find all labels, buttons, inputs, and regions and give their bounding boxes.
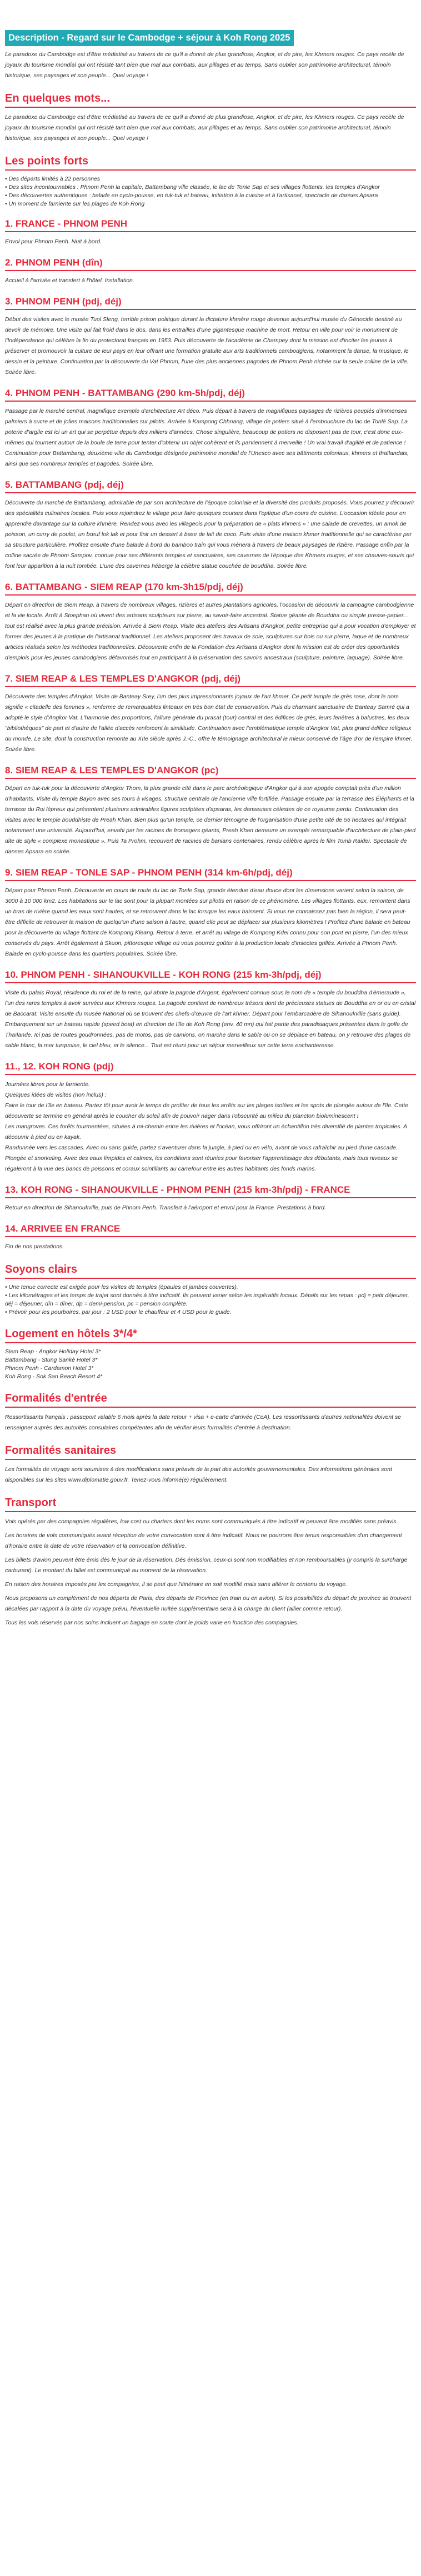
day-text: Retour en direction de Sihanoukville, puis de Phnom Penh. Transfert à l'aéroport et envol pour la France. Prestations à bord. [5,1204,326,1211]
day-title: 8. SIEM REAP & LES TEMPLES D'ANGKOR (pc) [5,765,219,776]
section-title-hotels: Logement en hôtels 3*/4* [5,1328,137,1340]
day-text: Découverte du marché de Battambang, admirable de par son architecture de l'époque coloniale et la diversité des produits proposés. Vous pourrez y découvrir des spécialités culinaires locales. Puis vous rejoindrez le village pour faire quelques courses dans l'optique d'un cours de cuisine. L'occasion idéale pour en apprendre davantage sur la culture khmère. Rendez-vous avec les villageois pour la préparation de « plats khmers » : une salade de crevettes, un amok de poisson, un curry de poulet, un bœuf lok lak et pour finir un dessert à base de lait de coco. Puis visite d'une maison khmer traditionnelle qui se caractérise par sa structure particulière. Profitez ensuite d'une balade à bord du bamboo train qui vous mènera à travers de beaux paysages de rizière. Passage enfin par la colline sacrée de Phnom Sampov, connue pour ses différents temples et sanctuaires, ses cavernes de l'époque des Khmers rouges, et ses chauves-souris qui font leur apparition à la nuit tombée. L'une des cavernes héberge la célèbre statue couchée de bouddha. Soirée libre. [5,499,415,569]
section-divider [5,1459,416,1460]
list-item: • Les kilométrages et les temps de trajet sont donnés à titre indicatif. Ils peuvent varier selon les impératifs locaux. Détails sur les repas : pdj = petit déjeuner, déj = déjeuner, dîn = dîner, dp = demi-pension, pc = pension complète. [5,1292,409,1307]
day-text: Journées libres pour le farniente. Quelques idées de visites (non inclus) : Faire le tour de l'île en bateau. Partez tôt pour avoir le temps de profiter de tous les arrêts sur les plages isolées et les spots de plongée autour de l'île. Cette découverte se termine en général après le coucher du soleil afin de pouvoir nager dans l'obscurité au milieu du plancton bioluminescent ! Les mangroves. Ces forêts tourmentées, situées à mi-chemin entre les rivières et l'océan, vous offriront un échantillon très diversifié de plantes tropicales. A découvrir à pied ou en kayak. Randonnée vers les cascades. Avec ou sans guide, partez s'aventurer dans la jungle, à pied ou en vélo, avant de vous rafraîchir au pied d'une cascade. Plongée et snorkeling. Avec des eaux limpides et calmes, les conditions sont réunies pour favoriser l'apprentissage des débutants, mais tous niveaux se régaleront à la vue des bancs de poissons et coraux scintillants au carrefour entre les autres habitants des fonds marins. [5,1081,408,1172]
section-divider [5,880,416,881]
hotels-list [5,1348,416,1381]
section-divider [5,1511,416,1512]
day-text: Départ pour Phnom Penh. Découverte en cours de route du lac de Tonle Sap, grande étendue d'eau douce dont les dimensions varient selon la saison, de 3000 à 10 000 km2. Les habitations sur le lac sont pour la plupart montées sur pilotis en raison de ce phénomène. Les villages flottants, eux, remontent dans un bras de rivière quand les eaux sont hautes, et se retrouvent dans le lac lorsque les eaux baissent. Si vous ne connaissez pas bien la région, il sera peut-être difficile de retrouver la maison de quelqu'un d'une saison à l'autre, quand elle peut se déplacer sur plusieurs kilomètres ! Profitez d'une balade en bateau pour la découverte du village flottant de Kompong Kleang. Retour à terre, et arrêt au village de Kompong Kdei connu pour son pont en pierre, l'un des mieux conservés du pays. Arrêt également à Skuon, pittoresque village où vous pourrez goûter à la production locale d'insectes grillés. Arrivée à Phnom Penh. Balade en cyclo-pousse dans les quartiers populaires. Soirée libre. [5,887,410,957]
day-title: 13. KOH RONG - SIHANOUKVILLE - PHNOM PENH (215 km-3h/pdj) - FRANCE [5,1184,350,1195]
list-item: Koh Rong - Sok San Beach Resort 4* [5,1373,103,1380]
day-title: 1. FRANCE - PHNOM PENH [5,218,128,229]
intro-text: Le paradoxe du Cambodge est d'être médiatisé au travers de ce qu'il a donné de plus grandiose, Angkor, et de pire, les Khmers rouges. Ce pays recèle de joyaux du tourisme mondial qui ont résisté tant bien que mal aux combats, aux pillages et au temps. Sans oublier son patrimoine architectural, témoin historique, ses paysages et son peuple... Quel voyage ! [5,51,404,79]
transport-paragraph: En raison des horaires imposés par les compagnies, il se peut que l'itinéraire en soit modifié mais sans altérer le contenu du voyage. [5,1581,347,1588]
day-title: 9. SIEM REAP - TONLE SAP - PHNOM PENH (314 km-6h/pdj, déj) [5,867,293,878]
transport-paragraph: Les horaires de vols communiqués avant réception de votre convocation sont à titre indicatif. Nous ne pourrons être tenus responsables d'un changement d'horaire entre la date de votre réservation et la convocation définitive. [5,1532,402,1549]
section-title-formalites-sanitaires: Formalités sanitaires [5,1444,117,1457]
section-text-formalites-sanitaires: Les formalités de voyage sont soumises à des modifications sans préavis de la part des autorités gouvernementales. Des informations générales sont disponibles sur les sites www.diplomatie.gouv.fr. Tenez-vous informé(e) régulièrement. [5,1466,392,1483]
list-item: • Prévoir pour les pourboires, par jour : 2 USD pour le chauffeur et 4 USD pour le guide. [5,1309,232,1315]
day-title: 14. ARRIVEE EN FRANCE [5,1223,121,1234]
section-divider [5,1074,416,1075]
list-item: Battambang - Stung Sankè Hotel 3* [5,1357,98,1363]
soyons-clairs-list [5,1283,416,1317]
list-item: • Des sites incontournables : Phnom Penh la capitale, Battambang ville classée, le lac de Tonle Sap et ses villages flottants, les temples d'Angkor [5,184,380,191]
section-divider [5,231,416,232]
day-text: Découverte des temples d'Angkor. Visite de Banteay Srey, l'un des plus impressionnants joyaux de l'art khmer. Ce petit temple de grès rose, dont le nom signifie « citadelle des femmes », renferme de remarquables linteaux en très bon état de conservation. Puis du charmant sanctuaire de Banteay Samré qui a adopté le style d'Angkor Vat. L'harmonie des proportions, l'allure générale du prasat (tour) central et des édifices de grès, leurs fenêtres à balustres, les deux "bibliothèques" de part et d'autre de l'allée d'accès renforcent la similitude. Continuation avec l'emblématique temple d'Angkor Vat, plus grand édifice religieux du monde. Le site, dont la construction remonte au XIIe siècle après J.-C., offre le témoignage architectural le mieux conservé de l'âge d'or de l'empire khmer. Soirée libre. [5,693,413,753]
transport-paragraph: Nous proposons un complément de nos départs de Paris, des départs de Province (en train ou en avion). Si les possibilités du départ de province se trouvent décalées par rapport à la date du voyage prévu, l'éventuelle nuitée supplémentaire sera à la charge du client (allier comme retour). [5,1595,412,1612]
day-title: 2. PHNOM PENH (dîn) [5,257,103,268]
day-title: 5. BATTAMBANG (pdj, déj) [5,479,124,490]
day-title: 3. PHNOM PENH (pdj, déj) [5,296,122,307]
section-divider [5,1342,416,1343]
section-title-soyons-clairs: Soyons clairs [5,1263,78,1276]
section-divider [5,1197,416,1198]
section-text-en-quelques-mots: Le paradoxe du Cambodge est d'être médiatisé au travers de ce qu'il a donné de plus grandiose, Angkor, et de pire, les Khmers rouges. Ce pays recèle de joyaux du tourisme mondial qui ont résisté tant bien que mal aux combats, aux pillages et au temps. Sans oublier son patrimoine architectural, témoin historique, ses paysages et son peuple... Quel voyage ! [5,114,404,142]
section-title-formalites-entree: Formalités d'entrée [5,1392,107,1404]
list-item: Siem Reap - Angkor Holiday Hotel 3* [5,1348,101,1355]
day-title: 7. SIEM REAP & LES TEMPLES D'ANGKOR (pdj, déj) [5,673,241,684]
day-title: 11., 12. KOH RONG (pdj) [5,1061,114,1072]
day-text: Départ en direction de Siem Reap, à travers de nombreux villages, rizières et autres plantations agricoles, l'occasion de découvrir la campagne cambodgienne et la vie locale. Arrêt à Stoephan où vivent des artisans sculpteurs sur pierre, au savoir-faire ancestral. Statue géante de Bouddha ou simple presse-papier... tout est réalisé avec la plus grande précision. Arrivée à Siem Reap. Visite des ateliers des Artisans d'Angkor, petite entreprise qui a pour vocation d'employer et former des jeunes à la pratique de l'artisanat traditionnel. Les ateliers proposent des travaux de soie, sculptures sur bois ou sur pierre, laque et de nombreux articles réalisés selon les méthodes traditionnelles. Découverte enfin de la Fondation des Artisans d'Angkor dont la mission est de créer des opportunités d'emplois pour les jeunes cambodgiens défavorisés tout en participant à la préservation des savoirs ancestraux (sculpture, peinture, laquage). Soirée libre. [5,602,416,661]
transport-paragraph: Vols opérés par des compagnies régulières, low cost ou charters dont les noms sont communiqués à titre indicatif et peuvent être modifiés sans préavis. [5,1518,398,1525]
day-text: Envol pour Phnom Penh. Nuit à bord. [5,238,102,245]
section-text-formalites-entree: Ressortissants français : passeport valable 6 mois après la date retour + visa + e-carte d'arrivée (CeA). Les ressortissants d'autres nationalités doivent se renseigner auprès des autorités consulaires compétentes afin de vérifier leurs formalités d'entrée à destination. [5,1414,402,1431]
transport-paragraph: Les billets d'avion peuvent être émis dès le jour de la réservation. Dès émission, ceux-ci sont non modifiables et non remboursables (y compris la surcharge carburant). Le montant du billet est communiqué au moment de la réservation. [5,1557,408,1574]
list-item: • Des départs limités à 22 personnes [5,176,101,182]
section-divider [5,1407,416,1408]
section-divider [5,401,416,402]
points-forts-list [5,175,416,208]
day-text: Début des visites avec le musée Tuol Sleng, terrible prison politique durant la dictature khmère rouge devenue aujourd'hui musée du Génocide destiné au devoir de mémoire. Une visite qui fait froid dans le dos, dans les entrailles d'une gigantesque machine de mort. Retour en ville pour voir le monument de l'Indépendance qui célèbre la fin du protectorat français en 1953. Puis découverte de l'académie de Champey dont la mission est d'inciter les jeunes à préserver et promouvoir la culture de leur pays en leur offrant une formation gratuite aux arts traditionnels cambodgiens, notamment la danse, la musique, le dessin et la peinture. Continuation par la découverte du Vat Phnom, l'une des plus anciennes pagodes de Phnom Penh nichée sur la seule colline de la ville. Soirée libre. [5,316,409,376]
section-divider [5,686,416,687]
section-title-en-quelques-mots: En quelques mots... [5,92,110,104]
day-text: Visite du palais Royal, résidence du roi et de la reine, qui abrite la pagode d'Argent, également connue sous le nom de « temple du bouddha d'émeraude », l'un des rares temples à avoir survécu aux Khmers rouges. La pagode contient de nombreux trésors dont de précieuses statues de Bouddha en or ou en cristal de Baccarat. Visite ensuite du musée National où se trouvent des chefs-d'œuvre de l'art khmer. Départ pour l'embarcadère de Sihanoukville (sans guide). Embarquement sur un bateau rapide (speed boat) en direction de l'île de Koh Rong (env. 40 mn) qui fait partie des paradisiaques présentes dans le golfe de Thaïlande. Ici pas de routes goudronnées, pas de motos, pas de camions, on marche dans le sable ou on se déplace en bateau, on y retrouve des plages de sable blanc, la mer turquoise, le ciel bleu, et le silence... Tout est réuni pour un séjour merveilleux sur cette terre enchanteresse. [5,989,416,1049]
section-divider [5,309,416,310]
section-divider [5,107,416,108]
day-title: 4. PHNOM PENH - BATTAMBANG (290 km-5h/pdj, déj) [5,388,245,398]
list-item: • Une tenue correcte est exigée pour les visites de temples (épaules et jambes couvertes). [5,1284,238,1290]
itinerary [5,218,416,1252]
section-divider [5,270,416,271]
day-title: 6. BATTAMBANG - SIEM REAP (170 km-3h15/pdj, déj) [5,582,243,592]
section-title-points-forts: Les points forts [5,155,89,167]
section-divider [5,982,416,983]
page-title-banner: Description - Regard sur le Cambodge + séjour à Koh Rong 2025 [5,30,294,46]
list-item: • Des découvertes authentiques : balade en cyclo-pousse, en tuk-tuk et bateau, initiation à la cuisine et à l'artisanat, spectacle de danses Apsara [5,192,378,199]
day-text: Passage par le marché central, magnifique exemple d'architecture Art déco. Puis départ à travers de magnifiques paysages de rizières peuplés d'immenses palmiers à sucre et de jolies maisons traditionnelles sur pilotis. Arrivée à Kampong Chhnang, village de potiers situé à l'embouchure du lac de Tonlé Sap. La poterie d'argile est ici un art qui se perpétue depuis des milliers d'années. Chose singulière, beaucoup de potiers ne disposent pas de tour, c'est donc eux-mêmes qui tournent autour de la boule de terre pour tenter d'obtenir un objet cohérent et ils parviennent à merveille ! Un vrai travail d'agilité et de patience ! Continuation pour Battambang, deuxième ville du Cambodge désignée patrimoine mondial de l'Unesco avec ses bâtiments coloniaux, khmers et thaïlandais, ainsi que ses nombreux temples et pagodes. Soirée libre. [5,408,409,467]
list-item: • Un moment de farniente sur les plages de Koh Rong [5,201,145,207]
day-title: 10. PHNOM PENH - SIHANOUKVILLE - KOH RONG (215 km-3h/pdj, déj) [5,969,322,980]
list-item: Phnom Penh - Cardamon Hotel 3* [5,1365,94,1372]
section-divider [5,594,416,596]
day-text: Départ en tuk-tuk pour la découverte d'Angkor Thom, la plus grande cité dans le parc archéologique d'Angkor qui à son apogée comptait près d'un million d'habitants. Visite du temple Bayon avec ses tours à visages, structure centrale de l'ancienne ville fortifiée. Passage ensuite par la terrasse des Éléphants et la terrasse du Roi lépreux qui présentent plusieurs admirables figures sculptées d'apsaras, les danseuses célestes de ce royaume perdu. Continuation des visites avec le temple bouddhiste de Preah Khan. Bien plus qu'un temple, ce dernier témoigne de l'organisation d'une petite cité de 56 hectares qui intégrait notamment une université. Aujourd'hui, envahi par les racines de fromagers géants, Preah Khan demeure un exemple remarquable d'architecture de plain-pied dite de style « complexe monastique ». Puis Ta Prohm, recouvert de racines de banians centenaires, rendu célèbre après le film Tomb Raider. Spectacle de danses Apsara en soirée. [5,785,416,855]
day-text: Fin de nos prestations. [5,1243,64,1250]
section-divider [5,1236,416,1237]
section-divider [5,169,416,171]
transport-footer: Tous les vols réservés par nos soins incluent un bagage en soute dont le poids varie en fonction des compagnies. [5,1619,299,1626]
section-title-transport: Transport [5,1497,57,1509]
day-text: Accueil à l'arrivée et transfert à l'hôtel. Installation. [5,277,134,284]
section-divider [5,778,416,779]
section-divider [5,492,416,493]
section-divider [5,1278,416,1279]
